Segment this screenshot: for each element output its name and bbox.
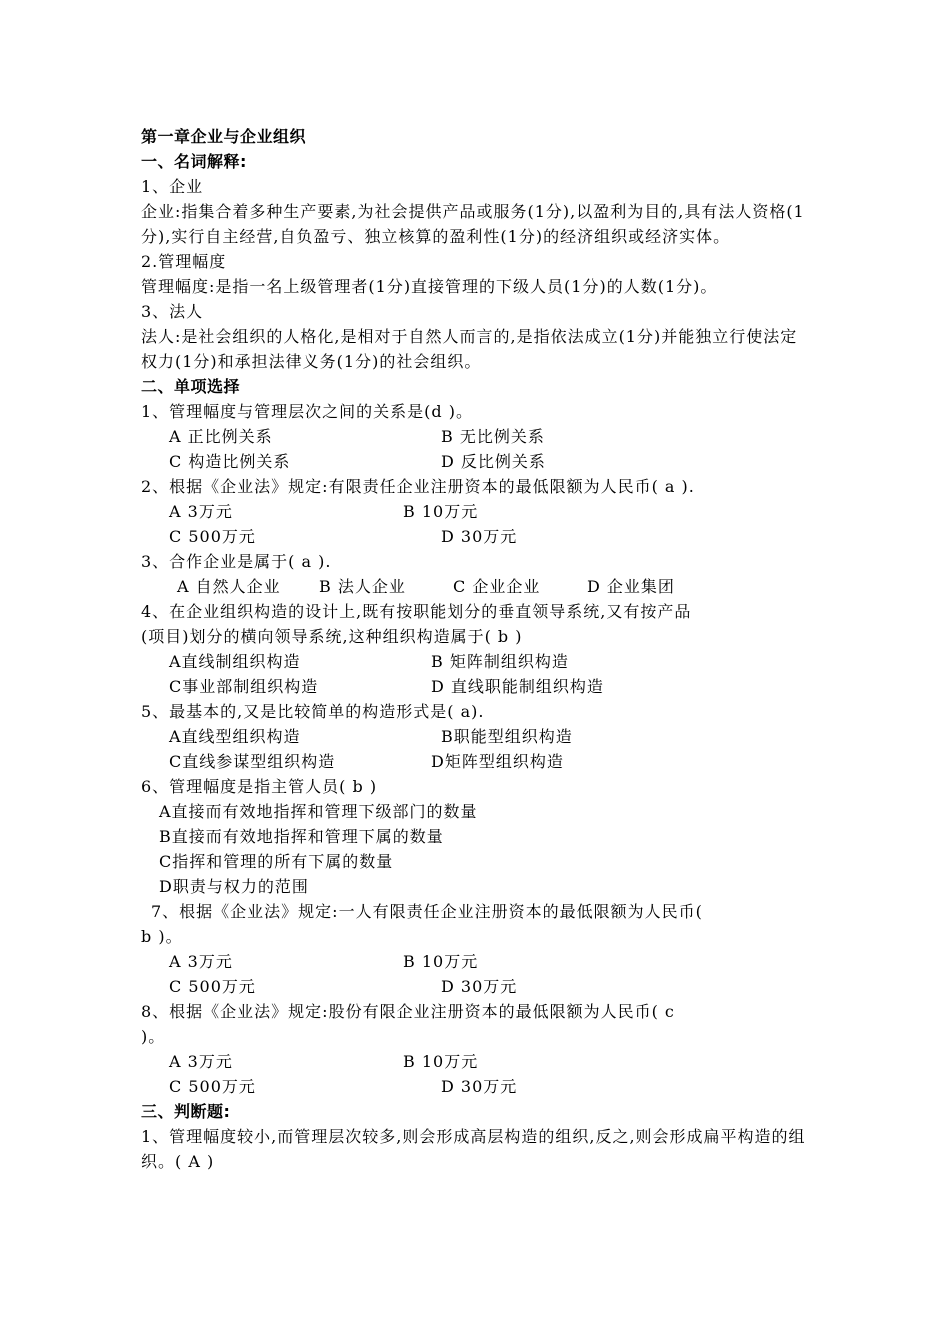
option: D 30万元 [441,527,518,546]
option: A 3万元 [169,502,233,521]
question-stem: 2、根据《企业法》规定:有限责任企业注册资本的最低限额为人民币( a ). [141,477,695,496]
option: A 3万元 [169,952,233,971]
question-stem: 1、管理幅度较小,而管理层次较多,则会形成高层构造的组织,反之,则会形成扁平构造的组织。( A ) [141,1127,806,1171]
option: B 10万元 [403,1052,479,1071]
option-row [141,674,813,699]
option-row [141,449,813,474]
option-row [141,1074,813,1099]
option: C 构造比例关系 [169,452,291,471]
option: A 正比例关系 [169,427,273,446]
option: A直线制组织构造 [169,652,301,671]
chapter-title: 第一章企业与企业组织 [141,127,307,146]
question-stem: 3、合作企业是属于( a ). [141,552,332,571]
option-row [141,749,813,774]
option: D职责与权力的范围 [159,877,309,896]
option: D 30万元 [441,977,518,996]
term-definition: 管理幅度:是指一名上级管理者(1分)直接管理的下级人员(1分)的人数(1分)。 [141,277,718,296]
option: A直线型组织构造 [169,727,301,746]
option: C 500万元 [169,1077,256,1096]
term-definition: 法人:是社会组织的人格化,是相对于自然人而言的,是指依法成立(1分)并能独立行使法定权力(1分)和承担法律义务(1分)的社会组织。 [141,327,798,371]
question-stem: 7、根据《企业法》规定:一人有限责任企业注册资本的最低限额为人民币( [151,902,703,921]
option: D 企业集团 [587,577,675,596]
option: C 企业企业 [453,577,541,596]
term-title: 1、企业 [141,177,204,196]
option: C事业部制组织构造 [169,677,319,696]
question-stem: (项目)划分的横向领导系统,这种组织构造属于( b ) [141,627,523,646]
section-heading-definitions: 一、名词解释: [141,152,247,171]
option-row [141,974,813,999]
question-stem: b )。 [141,927,183,946]
section-heading-true-false: 三、判断题: [141,1102,231,1121]
option-row [141,649,813,674]
term-definition: 企业:指集合着多种生产要素,为社会提供产品或服务(1分),以盈利为目的,具有法人资格(1分),实行自主经营,自负盈亏、独立核算的盈利性(1分)的经济组织或经济实体。 [141,202,805,246]
option: C 500万元 [169,527,256,546]
option-row [141,1049,813,1074]
question-stem: 8、根据《企业法》规定:股份有限企业注册资本的最低限额为人民币( c [141,1002,675,1021]
option: C 500万元 [169,977,256,996]
section-heading-single-choice: 二、单项选择 [141,377,241,396]
option: D 直线职能制组织构造 [431,677,604,696]
option: B职能型组织构造 [441,727,573,746]
option: A直接而有效地指挥和管理下级部门的数量 [159,802,478,821]
question-stem: 4、在企业组织构造的设计上,既有按职能划分的垂直领导系统,又有按产品 [141,602,692,621]
option: A 自然人企业 [177,577,281,596]
option-row [141,499,813,524]
option: B 10万元 [403,952,479,971]
option-row [141,574,813,599]
question-stem: 1、管理幅度与管理层次之间的关系是(d )。 [141,402,473,421]
option-row [141,949,813,974]
option-row [141,424,813,449]
option: A 3万元 [169,1052,233,1071]
option: D 30万元 [441,1077,518,1096]
option: B直接而有效地指挥和管理下属的数量 [159,827,444,846]
option: C指挥和管理的所有下属的数量 [159,852,394,871]
question-stem: 6、管理幅度是指主管人员( b ) [141,777,378,796]
option: D 反比例关系 [441,452,546,471]
option: B 10万元 [403,502,479,521]
question-stem: 5、最基本的,又是比较简单的构造形式是( a). [141,702,485,721]
document-page [141,124,813,1174]
option: D矩阵型组织构造 [431,752,564,771]
option-row [141,724,813,749]
option: C直线参谋型组织构造 [169,752,336,771]
option: B 无比例关系 [441,427,545,446]
option-row [141,524,813,549]
option: B 矩阵制组织构造 [431,652,569,671]
option: B 法人企业 [319,577,406,596]
question-stem: )。 [141,1027,166,1046]
term-title: 3、法人 [141,302,204,321]
term-title: 2.管理幅度 [141,252,227,271]
